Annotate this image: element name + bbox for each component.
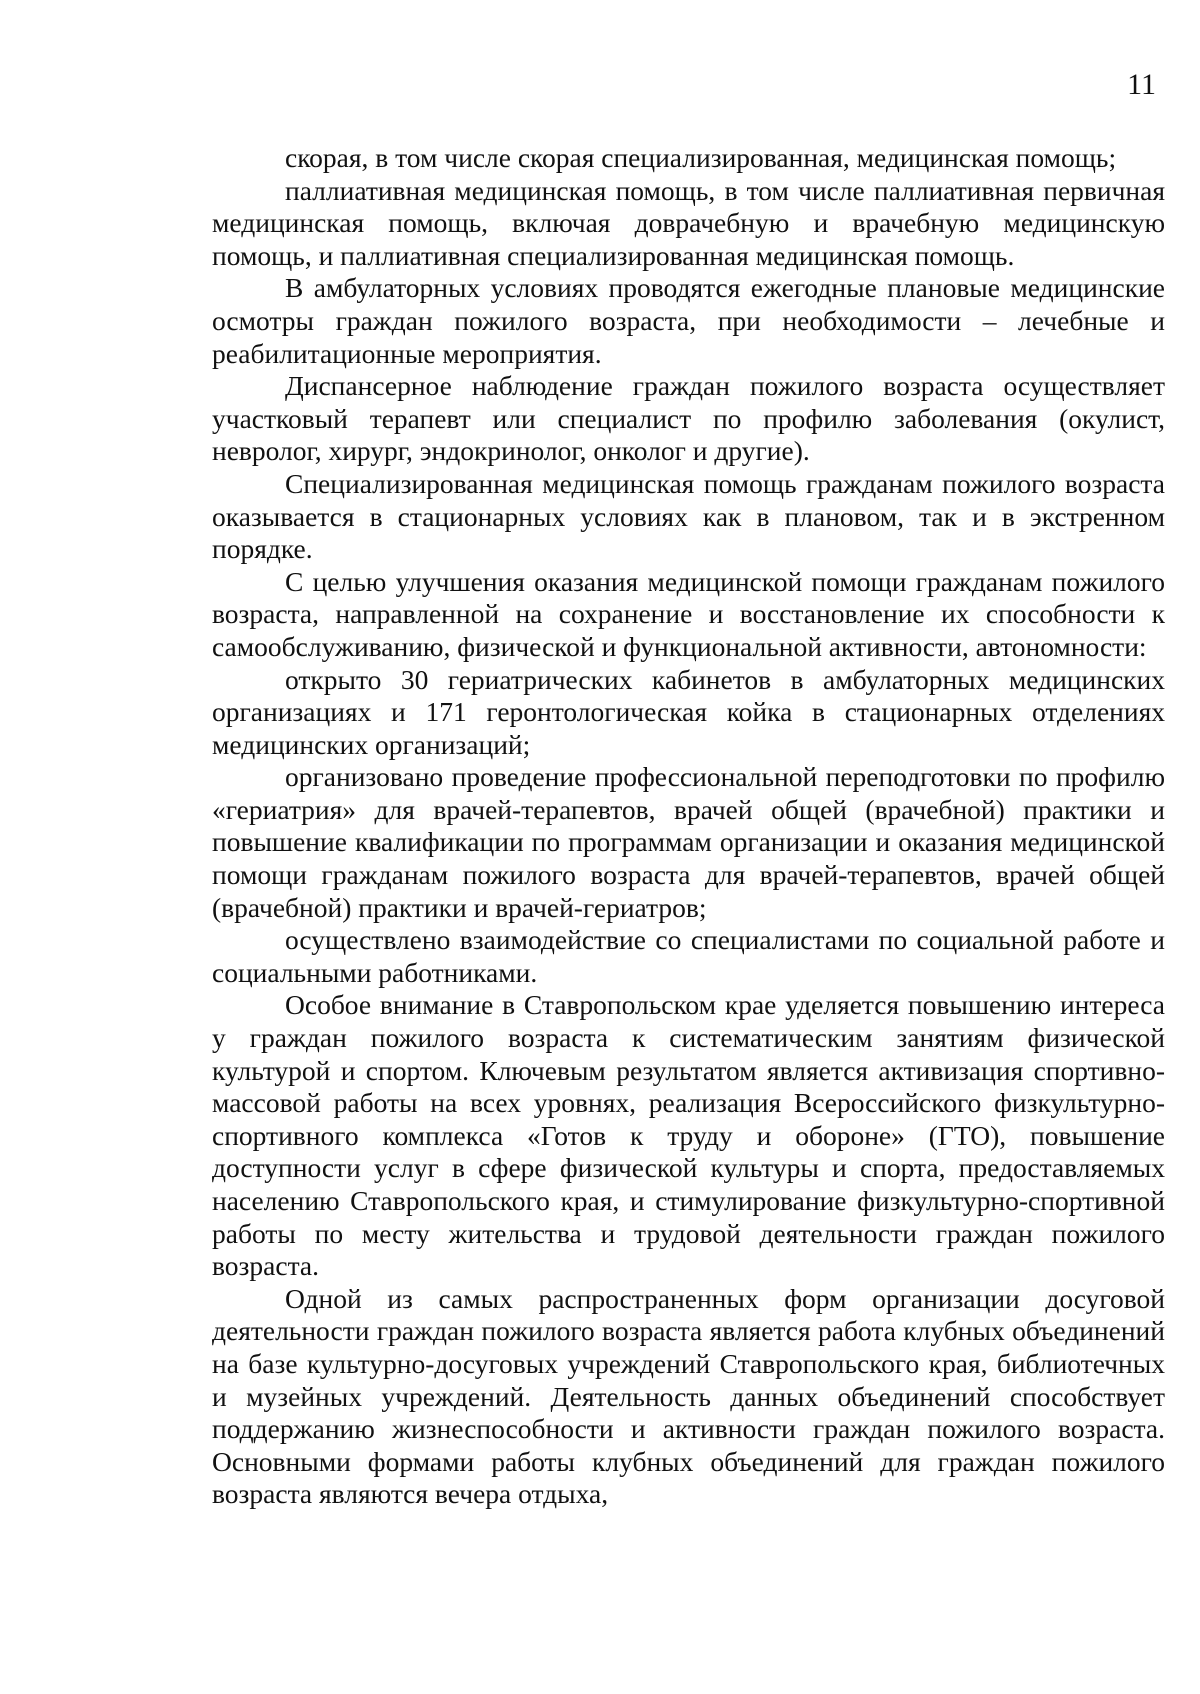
- paragraph: Диспансерное наблюдение граждан пожилого возраста осуществляет участковый терапевт или специалист по профилю заболевания (окулист, невролог, хирург, эндокринолог, онколог и другие).: [212, 370, 1165, 467]
- paragraph: Специализированная медицинская помощь гражданам пожилого возраста оказывается в стационарных условиях как в плановом, так и в экстренном порядке.: [212, 467, 1165, 565]
- paragraph: Одной из самых распространенных форм организации досуговой деятельности граждан пожилого возраста является работа клубных объединений на базе культурно-досуговых учреждений Ставропольского края, библиотечных и музейных учреждений. Деятельность данных объединений способствует поддержанию жизнеспособности и активности граждан пожилого возраста. Основными формами работы клубных объединений для граждан пожилого возраста являются вечера отдыха,: [212, 1282, 1165, 1510]
- paragraph: В амбулаторных условиях проводятся ежегодные плановые медицинские осмотры граждан пожилого возраста, при необходимости – лечебные и реабилитационные мероприятия.: [212, 272, 1165, 369]
- page-number: 11: [1127, 68, 1156, 101]
- paragraph: скорая, в том числе скорая специализированная, медицинская помощь;: [285, 142, 1117, 173]
- paragraph: С целью улучшения оказания медицинской помощи гражданам пожилого возраста, направленной на сохранение и восстановление их способности к самообслуживанию, физической и функциональной активности, автономности:: [212, 565, 1165, 662]
- paragraph: Особое внимание в Ставропольском крае уделяется повышению интереса у граждан пожилого возраста к систематическим занятиям физической культурой и спортом. Ключевым результатом является активизация спортивно-массовой работы на всех уровнях, реализация Всероссийского физкультурно-спортивного комплекса «Готов к труду и обороне» (ГТО), повышение доступности услуг в сфере физической культуры и спорта, предоставляемых населению Ставропольского края, и стимулирование физкультурно-спортивной работы по месту жительства и трудовой деятельности граждан пожилого возраста.: [212, 989, 1165, 1282]
- paragraph: открыто 30 гериатрических кабинетов в амбулаторных медицинских организациях и 171 геронтологическая койка в стационарных отделениях медицинских организаций;: [212, 663, 1165, 760]
- paragraph: организовано проведение профессиональной переподготовки по профилю «гериатрия» для врачей-терапевтов, врачей общей (врачебной) практики и повышение квалификации по программам организации и оказания медицинской помощи гражданам пожилого возраста для врачей-терапевтов, врачей общей (врачебной) практики и врачей-гериатров;: [212, 761, 1165, 923]
- body-text: [212, 142, 1165, 1511]
- paragraph: осуществлено взаимодействие со специалистами по социальной работе и социальными работниками.: [212, 924, 1165, 988]
- paragraph: паллиативная медицинская помощь, в том числе паллиативная первичная медицинская помощь, включая доврачебную и врачебную медицинскую помощь, и паллиативная специализированная медицинская помощь.: [212, 174, 1165, 271]
